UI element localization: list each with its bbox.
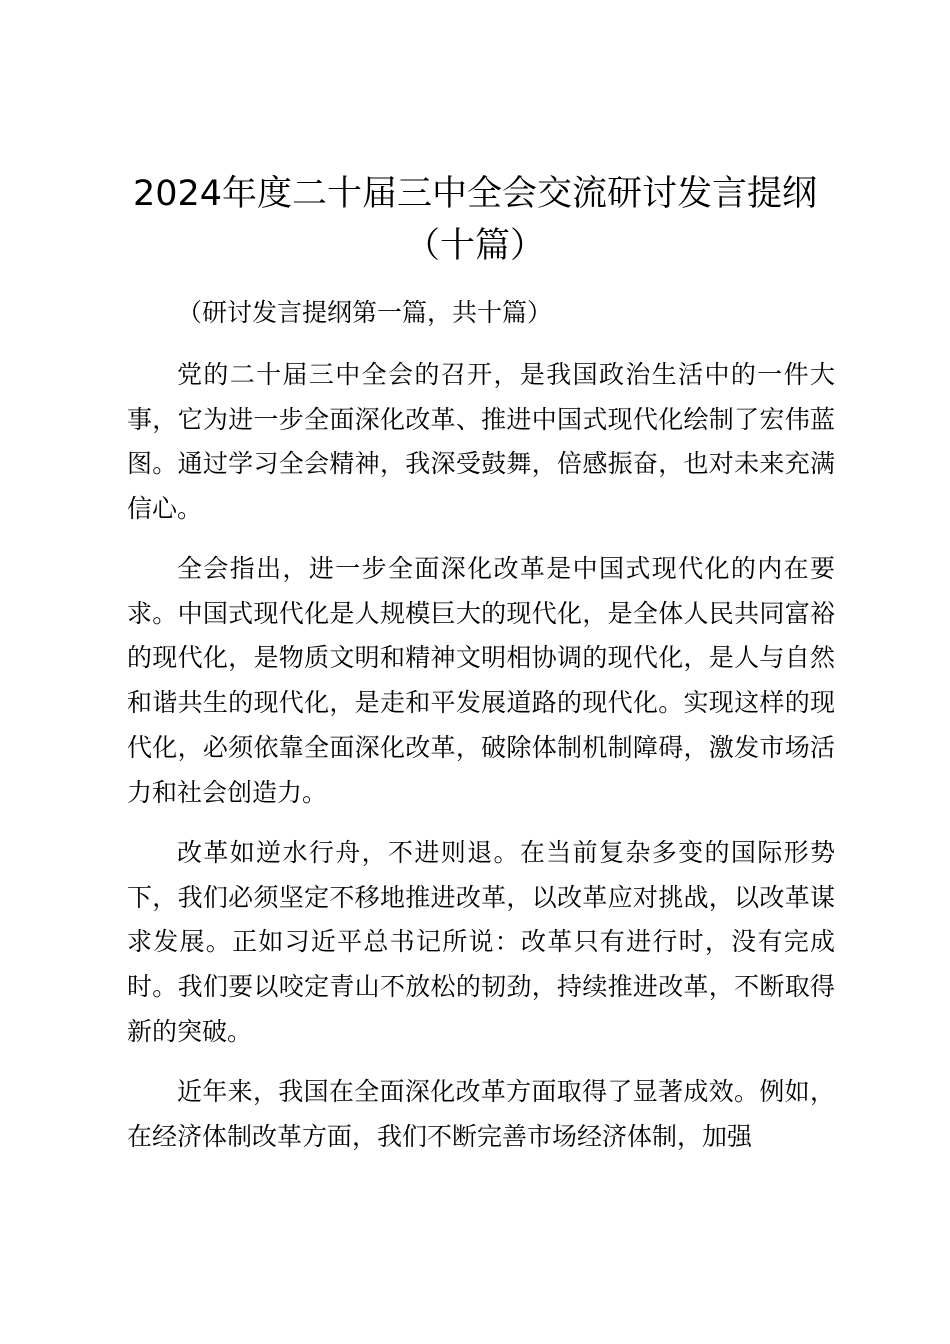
- document-title-line-1: 2024年度二十届三中全会交流研讨发言提纲: [132, 174, 818, 214]
- paragraph-1: 党的二十届三中全会的召开，是我国政治生活中的一件大事，它为进一步全面深化改革、推进中国式现代化绘制了宏伟蓝图。通过学习全会精神，我深受鼓舞，倍感振奋，也对未来充满信心。: [127, 360, 835, 524]
- paragraph-2: 全会指出，进一步全面深化改革是中国式现代化的内在要求。中国式现代化是人规模巨大的现代化，是全体人民共同富裕的现代化，是物质文明和精神文明相协调的现代化，是人与自然和谐共生的现代化，是走和平发展道路的现代化。实现这样的现代化，必须依靠全面深化改革，破除体制机制障碍，激发市场活力和社会创造力。: [127, 554, 835, 807]
- paragraph-3: 改革如逆水行舟，不进则退。在当前复杂多变的国际形势下，我们必须坚定不移地推进改革，以改革应对挑战，以改革谋求发展。正如习近平总书记所说：改革只有进行时，没有完成时。我们要以咬定青山不放松的韧劲，持续推进改革，不断取得新的突破。: [127, 838, 835, 1046]
- paragraph-4: 近年来，我国在全面深化改革方面取得了显著成效。例如，在经济体制改革方面，我们不断完善市场经济体制，加强: [127, 1077, 835, 1151]
- document-subtitle: （研讨发言提纲第一篇，共十篇）: [177, 298, 553, 327]
- document-title-line-2: （十篇）: [404, 226, 545, 266]
